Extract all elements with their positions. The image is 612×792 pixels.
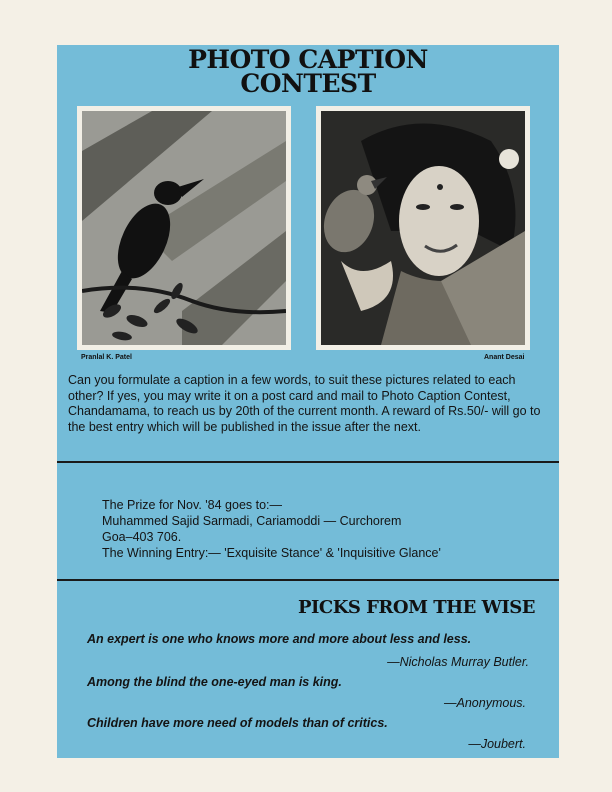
quote-1-author: —Nicholas Murray Butler. (387, 655, 529, 669)
page-title (57, 45, 559, 98)
divider-bottom (57, 579, 559, 581)
prize-line-1: The Prize for Nov. '84 goes to:— (102, 498, 283, 512)
prize-winner-name: Muhammed Sajid Sarmadi, Cariamoddi — Curchorem (102, 514, 402, 528)
prize-announcement (102, 497, 542, 561)
crow-image (82, 111, 286, 345)
woman-bird-photo (316, 106, 530, 350)
woman-with-bird-image (321, 111, 525, 345)
quote-1: An expert is one who knows more and more about less and less. (87, 632, 472, 646)
photo-credit-left: Pranlal K. Patel (81, 354, 132, 361)
quote-2: Among the blind the one-eyed man is king. (87, 675, 342, 689)
winning-entry: The Winning Entry:— 'Exquisite Stance' & 'Inquisitive Glance' (102, 546, 441, 560)
prize-winner-address: Goa–403 706. (102, 530, 182, 544)
photo-credit-right: Anant Desai (484, 354, 525, 361)
quote-3-author: —Joubert. (468, 737, 526, 751)
quote-3: Children have more need of models than of critics. (87, 716, 388, 730)
title-line-1: PHOTO CAPTION (188, 45, 428, 74)
contest-panel (57, 45, 559, 758)
picks-title: PICKS FROM THE WISE (297, 597, 535, 618)
crow-photo (77, 106, 291, 350)
contest-instructions: Can you formulate a caption in a few words, to suit these pictures related to each other? If yes, you may write it on a post card and mail to Photo Caption Contest, Chandamama, to reach us by 20th of the current month. A reward of Rs.50/- will go to the best entry which will be published in the issue after the next. (68, 373, 541, 434)
divider-top (57, 461, 559, 463)
quote-2-author: —Anonymous. (444, 696, 526, 710)
title-line-2: CONTEST (240, 69, 376, 98)
